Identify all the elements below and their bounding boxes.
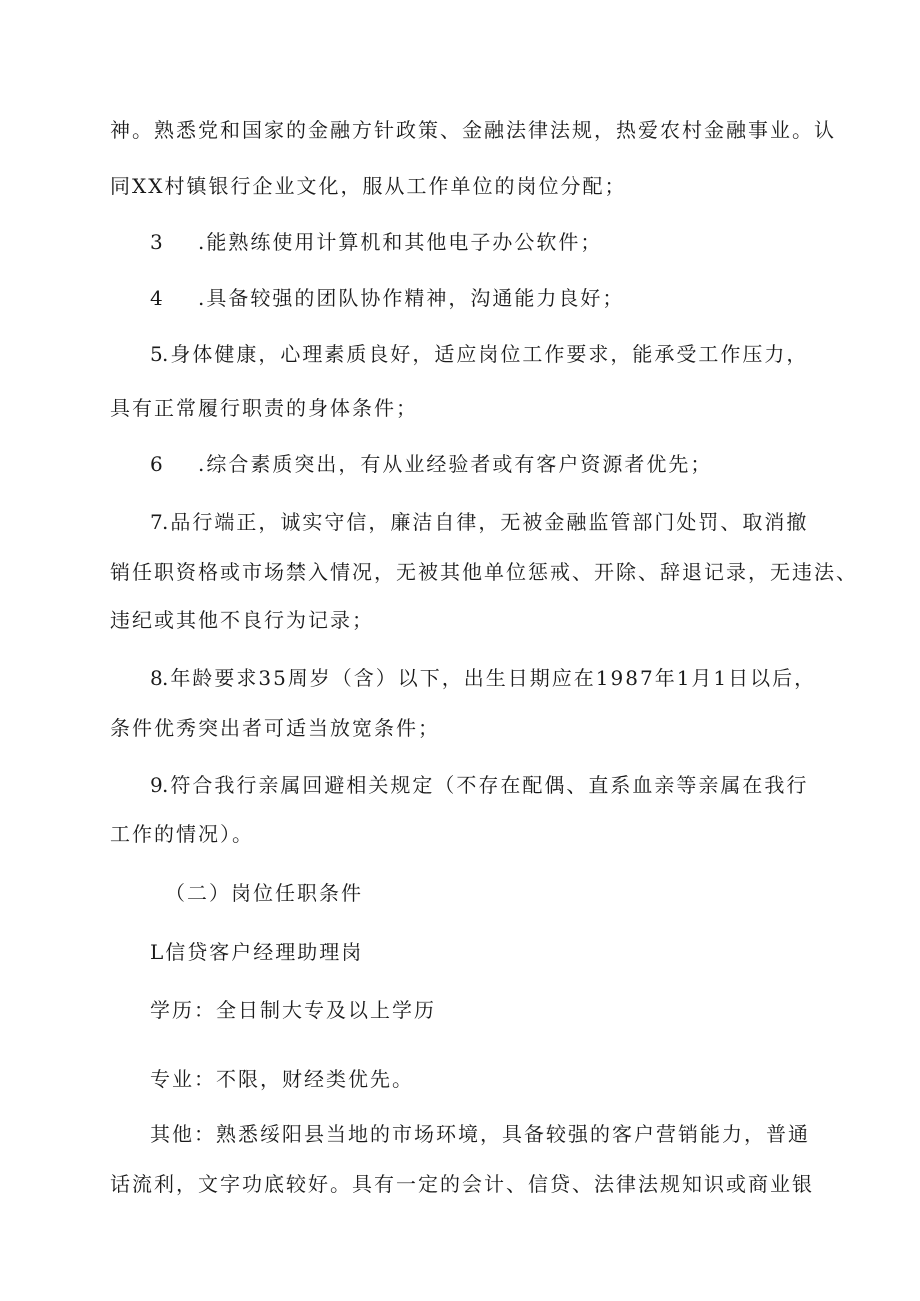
- other-requirement-line: 话流利，文字功底较好。具有一定的会计、信贷、法律法规知识或商业银: [110, 1172, 814, 1196]
- list-text: .能熟练使用计算机和其他电子办公软件；: [198, 230, 603, 254]
- list-item-9: [150, 771, 808, 799]
- list-text: .综合素质突出，有从业经验者或有客户资源者优先；: [198, 452, 713, 476]
- paragraph-line: 具有正常履行职责的身体条件；: [110, 396, 418, 420]
- other-requirement-line: 其他：熟悉绥阳县当地的市场环境，具备较强的客户营销能力，普通: [150, 1122, 810, 1146]
- list-text: .身体健康，心理素质良好，适应岗位工作要求，能承受工作压力，: [162, 342, 809, 366]
- list-number: 9: [150, 773, 165, 797]
- position-title: L信贷客户经理助理岗: [150, 940, 364, 964]
- section-heading: （二）岗位任职条件: [165, 881, 363, 905]
- list-item-8: [150, 664, 816, 692]
- paragraph-line: 同XX村镇银行企业文化，服从工作单位的岗位分配；: [110, 174, 627, 198]
- list-number: 7: [150, 510, 165, 534]
- list-number: 4: [150, 286, 165, 310]
- list-number: 5: [150, 342, 165, 366]
- list-text: .符合我行亲属回避相关规定（不存在配偶、直系血亲等亲属在我行: [162, 773, 809, 797]
- paragraph-line: 条件优秀突出者可适当放宽条件；: [110, 716, 440, 740]
- list-text: .具备较强的团队协作精神，沟通能力良好；: [198, 286, 625, 310]
- paragraph-line: 销任职资格或市场禁入情况，无被其他单位惩戒、开除、辞退记录，无违法、: [110, 560, 858, 584]
- paragraph-line: 违纪或其他不良行为记录；: [110, 608, 374, 632]
- list-item-7: [150, 508, 808, 536]
- paragraph-line: 神。熟悉党和国家的金融方针政策、金融法律法规，热爱农村金融事业。认: [110, 118, 836, 142]
- list-item-3: [150, 228, 602, 256]
- list-item-4: [150, 284, 624, 312]
- list-number: 3: [150, 230, 165, 254]
- list-text: .品行端正，诚实守信，廉洁自律，无被金融监管部门处罚、取消撤: [162, 510, 809, 534]
- list-text: .年龄要求35周岁（含）以下，出生日期应在1987年1月1日以后，: [162, 666, 817, 690]
- paragraph-line: 工作的情况）。: [110, 822, 254, 846]
- list-number: 8: [150, 666, 165, 690]
- list-item-5: [150, 340, 808, 368]
- major-requirement: 专业：不限，财经类优先。: [150, 1067, 414, 1091]
- list-number: 6: [150, 452, 165, 476]
- list-item-6: [150, 450, 712, 478]
- education-requirement: 学历：全日制大专及以上学历: [150, 998, 436, 1022]
